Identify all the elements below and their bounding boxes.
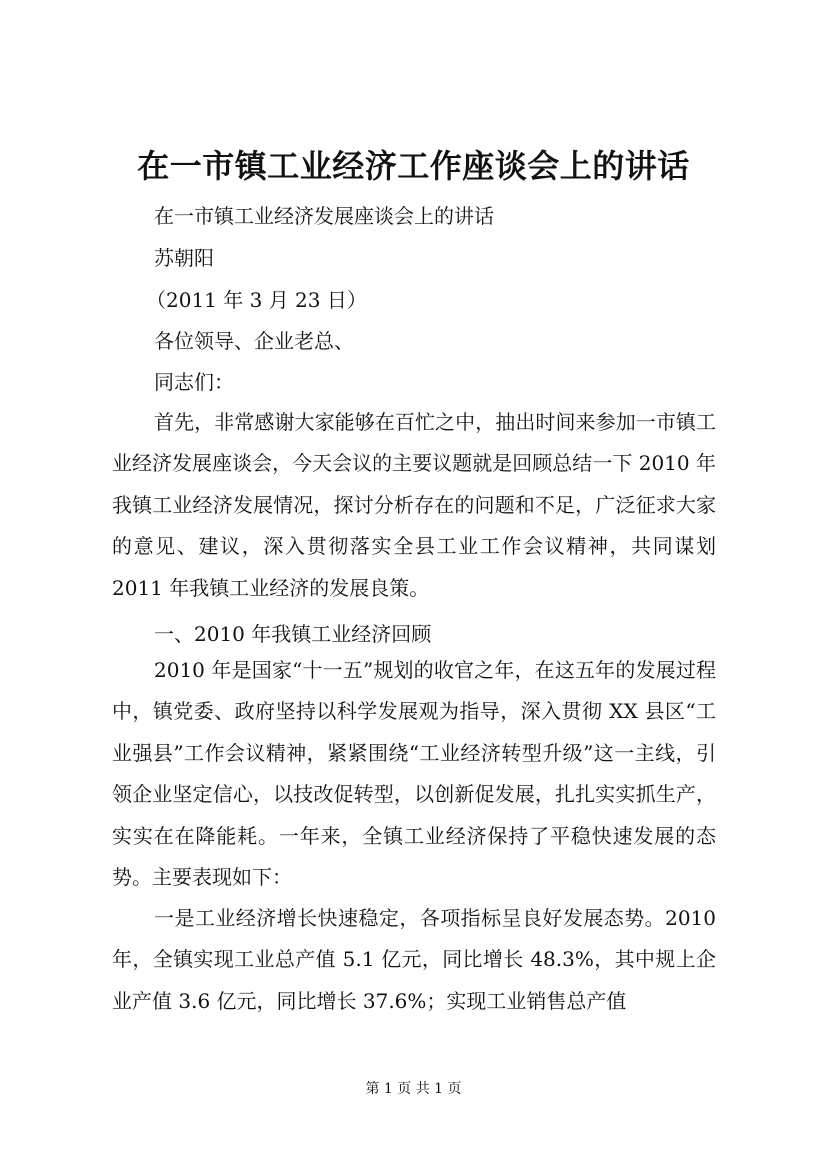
body-paragraph-2: 2010 年是国家“十一五”规划的收官之年，在这五年的发展过程中，镇党委、政府坚持以科学发展观为指导，深入贯彻 XX 县区“工业强县”工作会议精神，紧紧围绕“工业经济转型升级”这一主线，引领企业坚定信心，以技改促转型，以创新促发展，扎扎实实抓生产，实实在在降能耗。一年来，全镇工业经济保持了平稳快速发展的态势。主要表现如下： <box>112 658 716 890</box>
speech-date: （2011 年 3 月 23 日） <box>146 288 367 312</box>
author-name: 苏朝阳 <box>154 246 214 270</box>
salutation-line-2: 同志们： <box>154 370 234 394</box>
document-subtitle: 在一市镇工业经济发展座谈会上的讲话 <box>154 204 494 228</box>
salutation-line-1: 各位领导、企业老总、 <box>154 329 354 353</box>
page-footer: 第 1 页 共 1 页 <box>365 1081 462 1097</box>
body-paragraph-3: 一是工业经济增长快速稳定，各项指标呈良好发展态势。2010 年，全镇实现工业总产值 5.1 亿元，同比增长 48.3%，其中规上企业产值 3.6 亿元，同比增长 37.6%；实现工业销售总产值 <box>112 906 716 1013</box>
section-heading-1: 一、2010 年我镇工业经济回顾 <box>154 622 432 646</box>
document-title: 在一市镇工业经济工作座谈会上的讲话 <box>137 147 690 185</box>
body-paragraph-1: 首先，非常感谢大家能够在百忙之中，抽出时间来参加一市镇工业经济发展座谈会，今天会议的主要议题就是回顾总结一下 2010 年我镇工业经济发展情况，探讨分析存在的问题和不足，广泛征求大家的意见、建议，深入贯彻落实全县工业工作会议精神，共同谋划 2011 年我镇工业经济的发展良策。 <box>112 410 716 600</box>
